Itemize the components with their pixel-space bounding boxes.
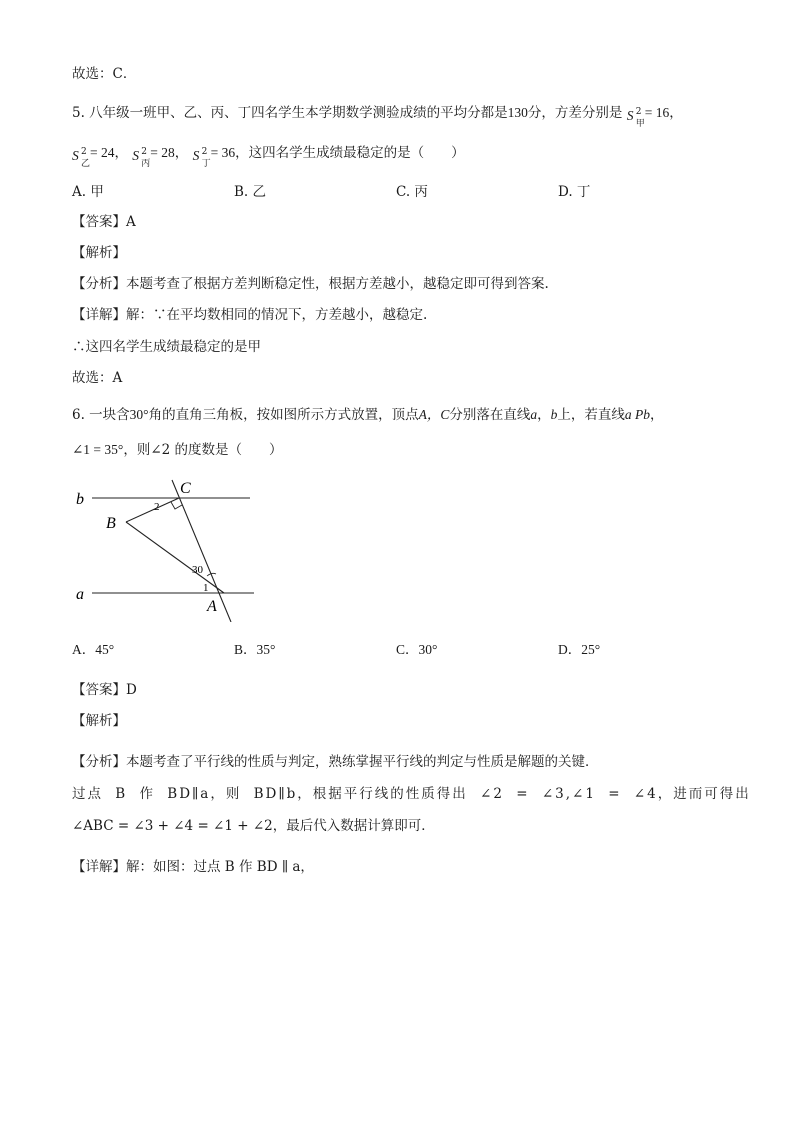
- q5-option-d: D. 丁: [558, 184, 591, 200]
- q5-therefore: ∴这四名学生成绩最稳定的是甲: [72, 339, 261, 355]
- q4-choice: 故选：C．: [72, 66, 137, 82]
- q5-s-jia-value: = 16: [644, 105, 670, 120]
- q6-stem-mid3: ，: [537, 407, 551, 423]
- q6-stem-a: a: [530, 407, 538, 422]
- q6-stem2-end: ，则∠2 的度数是（ ）: [123, 442, 283, 458]
- q5-stem-end: ，这四名学生成绩最稳定的是（ ）: [235, 145, 465, 161]
- label-b: b: [76, 491, 84, 508]
- segment-ba: [126, 522, 224, 593]
- q5-option-c: C. 丙: [396, 184, 428, 200]
- q6-xiangjie: 【详解】解：如图：过点 B 作 BD ∥ a，: [72, 859, 314, 875]
- label-angle1: 1: [203, 582, 209, 594]
- q5-stem-line1: 5. 八年级一班甲、乙、丙、丁四名学生本学期数学测验成绩的平均分都是130分，方差分别是 S 2 甲 = 16，: [72, 105, 683, 129]
- q6-stem-end: ，: [649, 407, 664, 423]
- q5-xiangjie: 【详解】解：∵在平均数相同的情况下，方差越小，越稳定.: [72, 307, 428, 323]
- q6-option-a: A．45°: [72, 642, 115, 657]
- q5-s-yi-symbol: S 2 乙: [72, 146, 91, 169]
- segment-ca: [172, 480, 231, 622]
- q6-stem-mid2: 分别落在直线: [449, 407, 531, 423]
- q5-option-b: B. 乙: [234, 184, 267, 200]
- q5-s-yi-value: = 24: [90, 145, 115, 160]
- label-a: a: [76, 586, 84, 603]
- label-b-point: B: [106, 515, 116, 532]
- q6-option-c: C．30°: [396, 642, 438, 657]
- q5-fenxi: 【分析】本题考查了根据方差判断稳定性，根据方差越小，越稳定即可得到答案.: [72, 276, 549, 292]
- q6-stem-points: A，C: [418, 407, 450, 422]
- q5-stem-line2: S 2 乙 = 24， S 2 丙 = 28， S 2 丁 = 36，这四名学生成绩最稳定的是（ ）: [72, 145, 465, 169]
- q6-stem-prefix: 6. 一块含: [72, 407, 130, 423]
- q5-answer: 【答案】A: [72, 214, 136, 230]
- q5-option-a: A. 甲: [72, 184, 104, 200]
- q6-stem-mid: 角的直角三角板，按如图所示方式放置，顶点: [148, 407, 419, 423]
- right-angle-mark: [171, 502, 182, 509]
- q6-stem-mid4: 上，若直线: [557, 407, 625, 423]
- label-angle2: 2: [154, 501, 160, 513]
- q5-stem-mid: 分，方差分别是: [527, 105, 623, 121]
- q5-s-ding-symbol: S 2 丁: [192, 146, 211, 169]
- q6-fenxi: 【分析】本题考查了平行线的性质与判定，熟练掌握平行线的判定与性质是解题的关键．: [72, 754, 599, 770]
- q5-s-bing-value: = 28: [150, 145, 175, 160]
- q6-para2: ∠ABC = ∠3 + ∠4 = ∠1 + ∠2，最后代入数据计算即可．: [72, 818, 435, 834]
- q6-analysis-tag: 【解析】: [72, 713, 126, 729]
- q6-stem-deg: 30°: [129, 407, 149, 422]
- q6-angle1-expr: ∠1 = 35°: [72, 442, 124, 457]
- q6-answer: 【答案】D: [72, 682, 137, 698]
- q5-analysis-tag: 【解析】: [72, 245, 126, 261]
- q5-stem-prefix: 5. 八年级一班甲、乙、丙、丁四名学生本学期数学测验成绩的平均分都是: [72, 105, 508, 121]
- q6-stem-relation: a Pb: [624, 407, 650, 422]
- segment-bc: [126, 498, 179, 522]
- label-a-point: A: [207, 598, 217, 615]
- q6-para1: 过点 B 作 BD∥a，则 BD∥b，根据平行线的性质得出 ∠2 = ∠3,∠1 = ∠4，进而可得出: [72, 786, 751, 802]
- q6-stem-line1: [72, 405, 663, 425]
- q6-option-d: D．25°: [558, 642, 601, 657]
- q5-s-ding-value: = 36: [210, 145, 236, 160]
- q5-avg: 130: [507, 105, 528, 120]
- q6-option-b: B．35°: [234, 642, 276, 657]
- q6-figure: [70, 472, 270, 622]
- q6-stem-line2: [72, 440, 283, 460]
- label-c: C: [180, 480, 191, 497]
- q5-s-jia-symbol: S 2 甲: [626, 106, 645, 129]
- q5-choice: 故选：A: [72, 370, 123, 386]
- q5-s-bing-symbol: S 2 丙: [132, 146, 151, 169]
- label-angle30: 30: [192, 564, 203, 576]
- q6-stem-b: b: [550, 407, 558, 422]
